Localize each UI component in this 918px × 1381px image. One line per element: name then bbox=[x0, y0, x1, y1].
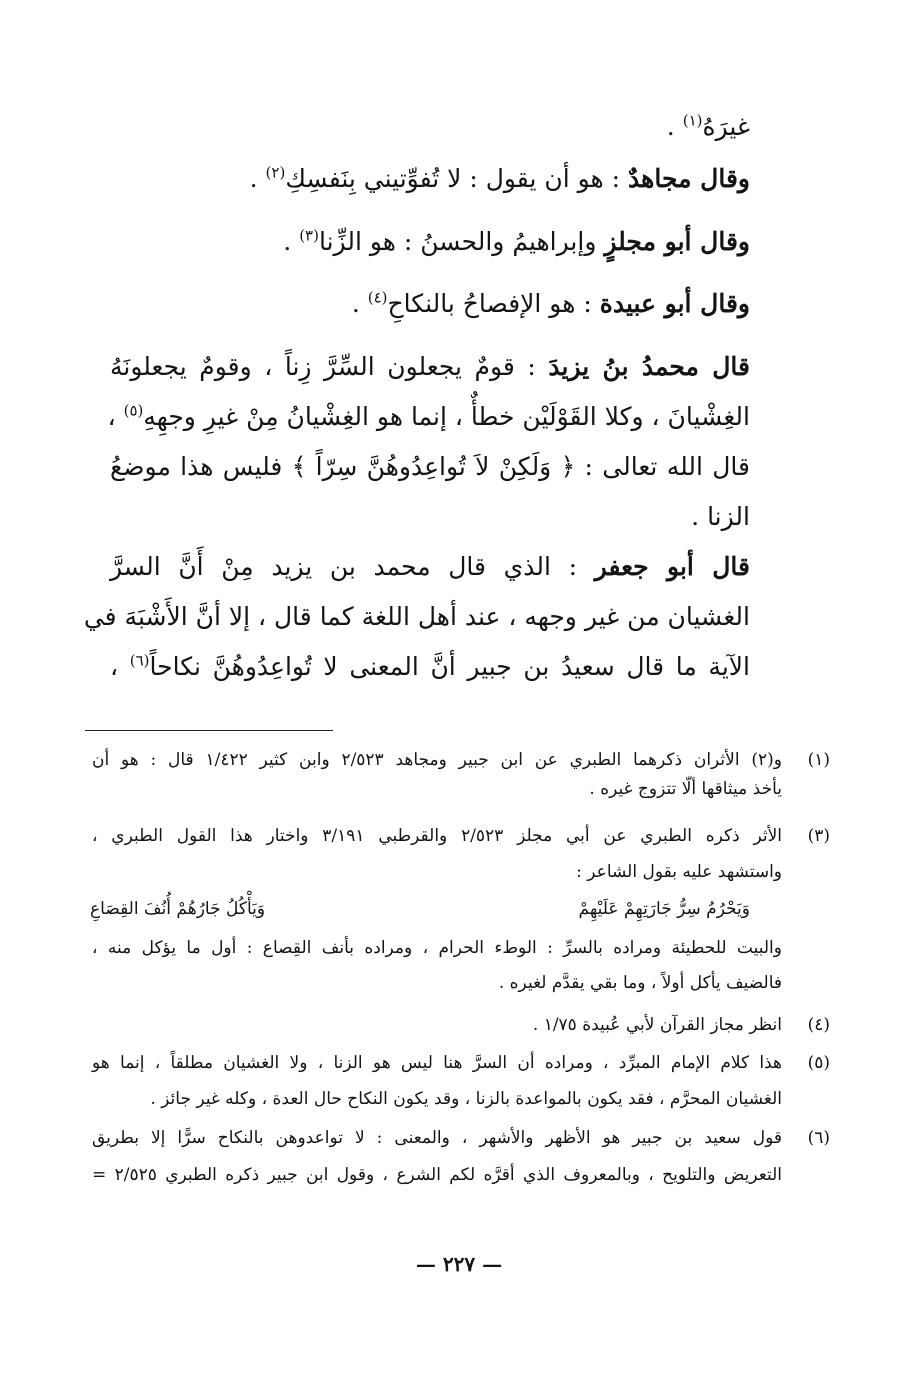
text-line bbox=[110, 110, 750, 144]
footnote-line: هذا كلام الإمام المبرِّد ، ومراده أن السرَّ هنا ليس هو الزنا ، ولا الغشيان مطلقاً ، إنما هو bbox=[92, 1053, 782, 1073]
speaker-name: قال أبو جعفر bbox=[594, 552, 750, 581]
text-line bbox=[110, 550, 750, 584]
punctuation: . bbox=[666, 112, 683, 141]
footnote-line: والبيت للحطيئة ومراده بالسرِّ : الوطء الحرام ، ومراده بأنف القِصاع : أول ما يؤكل منه ، bbox=[92, 938, 782, 958]
speaker-name: وقال مجاهدٌ bbox=[628, 164, 750, 193]
text-run: : قومٌ يجعلون السِّرَّ زِناً ، وقومٌ يجعلونَهُ bbox=[110, 352, 549, 381]
text-run: الآية ما قال سعيدُ بن جبير أنَّ المعنى لا تُواعِدُوهُنَّ نكاحاً bbox=[149, 652, 750, 681]
footnote-ref: (١) bbox=[682, 111, 703, 130]
footnote-number: (٤) bbox=[807, 1015, 830, 1035]
text-run: وإبراهيمُ والحسنُ : هو الزِّنا bbox=[318, 227, 605, 256]
poetry-verse bbox=[90, 896, 750, 922]
footnote-line: فالضيف يأكل أولاً ، وما بقي يقدَّم لغيره . bbox=[498, 973, 782, 993]
text-run: غيرَهُ bbox=[702, 112, 750, 141]
punctuation: . bbox=[351, 289, 368, 318]
footnote-ref: (٦) bbox=[129, 651, 150, 670]
punctuation: . bbox=[249, 164, 266, 193]
punctuation: ، bbox=[110, 652, 130, 681]
speaker-name: وقال أبو عبيدة bbox=[599, 289, 750, 318]
text-run: : هو أن يقول : لا تُفوِّتيني بِنَفسِكِ bbox=[285, 164, 629, 193]
footnote-line: قول سعيد بن جبير هو الأظهر والأشهر ، والمعنى : لا تواعدوهن بالنكاح سرًّا إلا بطريق bbox=[92, 1128, 782, 1148]
punctuation: ، bbox=[107, 402, 124, 431]
text-run: الغشيان من غير وجهه ، عند أهل اللغة كما قال ، إلا أنَّ الأَشْبَهَ في bbox=[83, 602, 750, 631]
text-line bbox=[110, 450, 750, 484]
footnote-separator bbox=[85, 730, 333, 731]
text-line bbox=[110, 162, 750, 196]
footnote-ref: (٣) bbox=[299, 226, 319, 245]
text-run: : هو الإفصاحُ بالنكاحِ bbox=[387, 289, 600, 318]
footnote-line: و(٢) الأثران ذكرهما الطبري عن ابن جبير ومجاهد ٢/٥٢٣ وابن كثير ١/٤٢٢ قال : هو أن bbox=[92, 750, 782, 770]
quran-quote-line: قال الله تعالى : ﴿ وَلَكِنْ لاَ تُواعِدُوهُنَّ سِرّاً ﴾ فليس هذا موضعُ bbox=[110, 452, 750, 481]
footnote-number: (٣) bbox=[807, 826, 830, 846]
text-line bbox=[110, 350, 750, 384]
punctuation: . bbox=[283, 227, 300, 256]
footnote-line: الأثر ذكره الطبري عن أبي مجلز ٢/٥٢٣ والقرطبي ٣/١٩١ واختار هذا القول الطبري ، bbox=[92, 826, 782, 846]
text-line bbox=[110, 650, 750, 684]
footnote-number: (٥) bbox=[807, 1053, 830, 1073]
footnote-line: واستشهد عليه بقول الشاعر : bbox=[576, 862, 782, 882]
footnote-line: التعريض والتلويح ، وبالمعروف الذي أقرَّه لكم الشرع ، وقول ابن جبير ذكره الطبري ٢/٥٢٥ = bbox=[92, 1165, 782, 1185]
text-line bbox=[107, 400, 750, 434]
text-line bbox=[110, 287, 750, 321]
footnote-number: (٦) bbox=[807, 1128, 830, 1148]
page-number: — ٢٢٧ — bbox=[415, 1252, 503, 1276]
footnote-ref: (٢) bbox=[265, 163, 286, 182]
footnote-line: يأخذ ميثاقها ألّا تتزوج غيره . bbox=[589, 779, 782, 799]
text-run: الغِشْيانَ ، وكلا القَوْلَيْن خطأٌ ، إنما هو الغِشْيانُ مِنْ غيرِ وجهِهِ bbox=[143, 402, 750, 431]
footnote-line: الغشيان المحرَّم ، فقد يكون بالمواعدة بالزنا ، وقد يكون النكاح حال العدة ، وكله غير جائز . bbox=[150, 1089, 782, 1109]
speaker-name: قال محمدُ بنُ يزيدَ bbox=[548, 352, 750, 381]
text-run: : الذي قال محمد بن يزيد مِنْ أَنَّ السرَّ bbox=[110, 552, 595, 581]
text-line bbox=[110, 500, 750, 534]
verse-first-hemistich: وَيَحْرُمُ سِرُّ جَارَتِهِمْ عَلَيْهِمْ bbox=[578, 899, 750, 919]
text-line bbox=[110, 225, 750, 259]
footnote-number: (١) bbox=[807, 750, 830, 770]
text-run: الزنا . bbox=[691, 502, 750, 531]
speaker-name: وقال أبو مجلزٍ bbox=[604, 227, 750, 256]
footnote-ref: (٤) bbox=[367, 288, 388, 307]
footnote-line: انظر مجاز القرآن لأبي عُبيدة ١/٧٥ . bbox=[532, 1015, 782, 1035]
text-line bbox=[83, 600, 750, 634]
verse-second-hemistich: وَيَأْكُلُ جَارُهُمْ أُنُفَ القِصَاعِ bbox=[90, 899, 266, 919]
footnote-ref: (٥) bbox=[123, 401, 144, 420]
